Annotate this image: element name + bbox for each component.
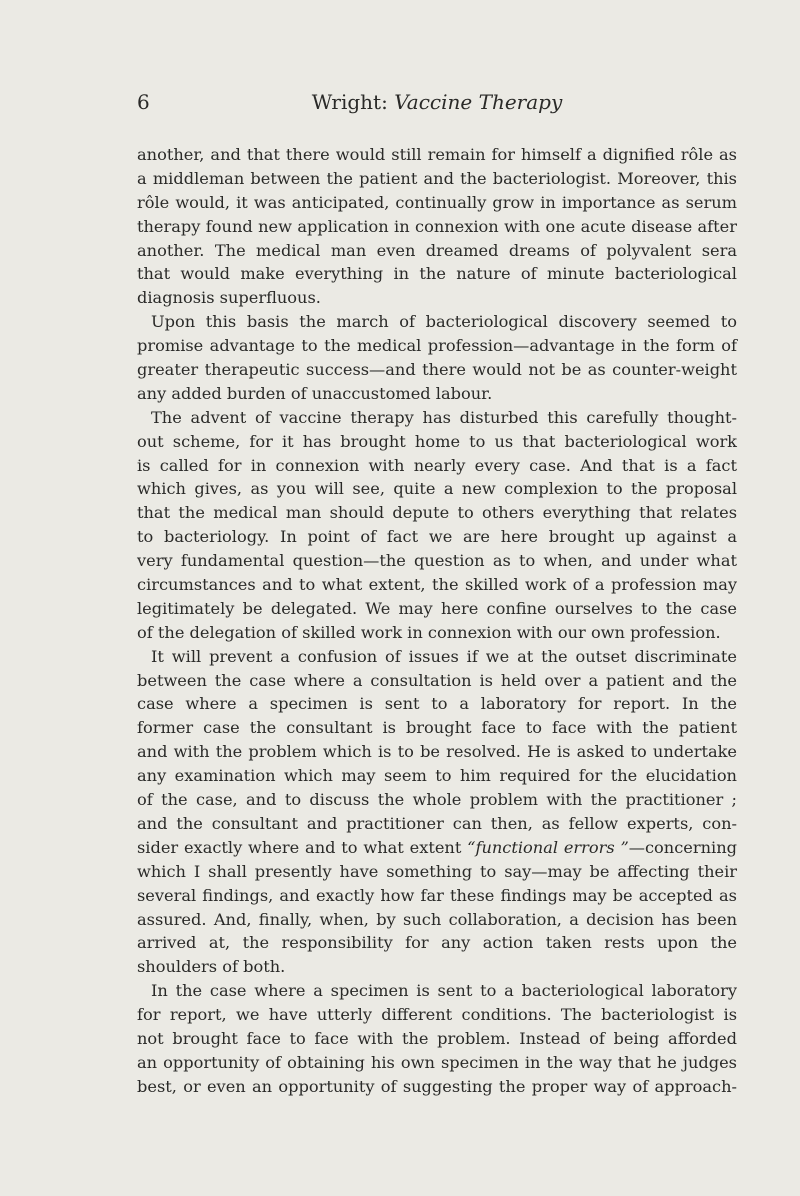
text-line: rôle would, it was anticipated, continually grow in importance as serum xyxy=(137,192,737,212)
text-line: of the delegation of skilled work in connexion with our own profession. xyxy=(137,622,721,642)
text-line-with-italic xyxy=(137,836,737,860)
text-line: of the case, and to discuss the whole problem with the practitioner ; xyxy=(137,790,737,810)
text-line: and with the problem which is to be resolved. He is asked to undertake xyxy=(137,742,737,762)
text-line: any added burden of unaccustomed labour. xyxy=(137,383,493,403)
line-tail: —concerning xyxy=(628,837,737,857)
running-title xyxy=(137,90,737,114)
text-line: assured. And, finally, when, by such collaboration, a decision has been xyxy=(137,909,737,929)
text-line: another, and that there would still remain for himself a dignified rôle as xyxy=(137,145,737,164)
text-line: a middleman between the patient and the bacteriologist. Moreover, this xyxy=(137,168,737,188)
title-separator: : xyxy=(381,90,395,114)
text-line: is called for in connexion with nearly every case. And that is a fact xyxy=(137,455,737,475)
italic-phrase: “functional errors ” xyxy=(467,837,629,857)
author-name: Wright xyxy=(311,90,382,114)
text-line: therapy found new application in connexion with one acute disease after xyxy=(137,216,737,236)
text-line: several findings, and exactly how far these findings may be accepted as xyxy=(137,885,737,905)
text-line: an opportunity of obtaining his own specimen in the way that he judges xyxy=(137,1052,737,1072)
text-line: to bacteriology. In point of fact we are here brought up against a xyxy=(137,527,737,547)
text-line: which I shall presently have something to say—may be affecting their xyxy=(137,861,737,881)
text-line: case where a specimen is sent to a laboratory for report. In the xyxy=(137,694,737,714)
text-line: and the consultant and practitioner can then, as fellow experts, con- xyxy=(137,813,737,833)
text-line: shoulders of both. xyxy=(137,957,286,977)
text-line: another. The medical man even dreamed dreams of polyvalent sera xyxy=(137,240,737,260)
paragraph-start: In the case where a specimen is sent to a bacteriological laboratory xyxy=(151,981,737,1001)
text-line: circumstances and to what extent, the skilled work of a profession may xyxy=(137,575,737,595)
body-text xyxy=(137,143,737,1099)
text-line: that the medical man should depute to others everything that relates xyxy=(137,503,737,523)
text-line: very fundamental question—the question as to when, and under what xyxy=(137,551,737,571)
text-line: former case the consultant is brought face to face with the patient xyxy=(137,718,737,738)
text-line: best, or even an opportunity of suggesting the proper way of approach- xyxy=(137,1076,737,1096)
text-line: any examination which may seem to him required for the elucidation xyxy=(137,766,737,786)
paragraph-start: Upon this basis the march of bacteriological discovery seemed to xyxy=(151,312,737,332)
text-line: not brought face to face with the problem. Instead of being afforded xyxy=(137,1028,737,1048)
text-line: that would make everything in the nature of minute bacteriological xyxy=(137,264,737,284)
text-line: greater therapeutic success—and there would not be as counter-weight xyxy=(137,360,737,380)
paragraph-start: It will prevent a confusion of issues if we at the outset discriminate xyxy=(151,646,737,666)
text-line: between the case where a consultation is held over a patient and the xyxy=(137,670,737,690)
page-number: 6 xyxy=(137,90,150,114)
running-head xyxy=(137,84,737,124)
text-line: arrived at, the responsibility for any action taken rests upon the xyxy=(137,933,737,953)
text-line: legitimately be delegated. We may here confine ourselves to the case xyxy=(137,598,737,618)
book-title: Vaccine Therapy xyxy=(394,90,563,114)
text-line: diagnosis superfluous. xyxy=(137,288,321,308)
paragraph-start: The advent of vaccine therapy has disturbed this carefully thought- xyxy=(151,407,737,427)
text-line: promise advantage to the medical profession—advantage in the form of xyxy=(137,336,737,356)
text-line: which gives, as you will see, quite a new complexion to the proposal xyxy=(137,479,737,499)
text-line: out scheme, for it has brought home to us that bacteriological work xyxy=(137,431,737,451)
text-line: for report, we have utterly different conditions. The bacteriologist is xyxy=(137,1005,737,1025)
line-lead: sider exactly where and to what extent xyxy=(137,837,468,857)
